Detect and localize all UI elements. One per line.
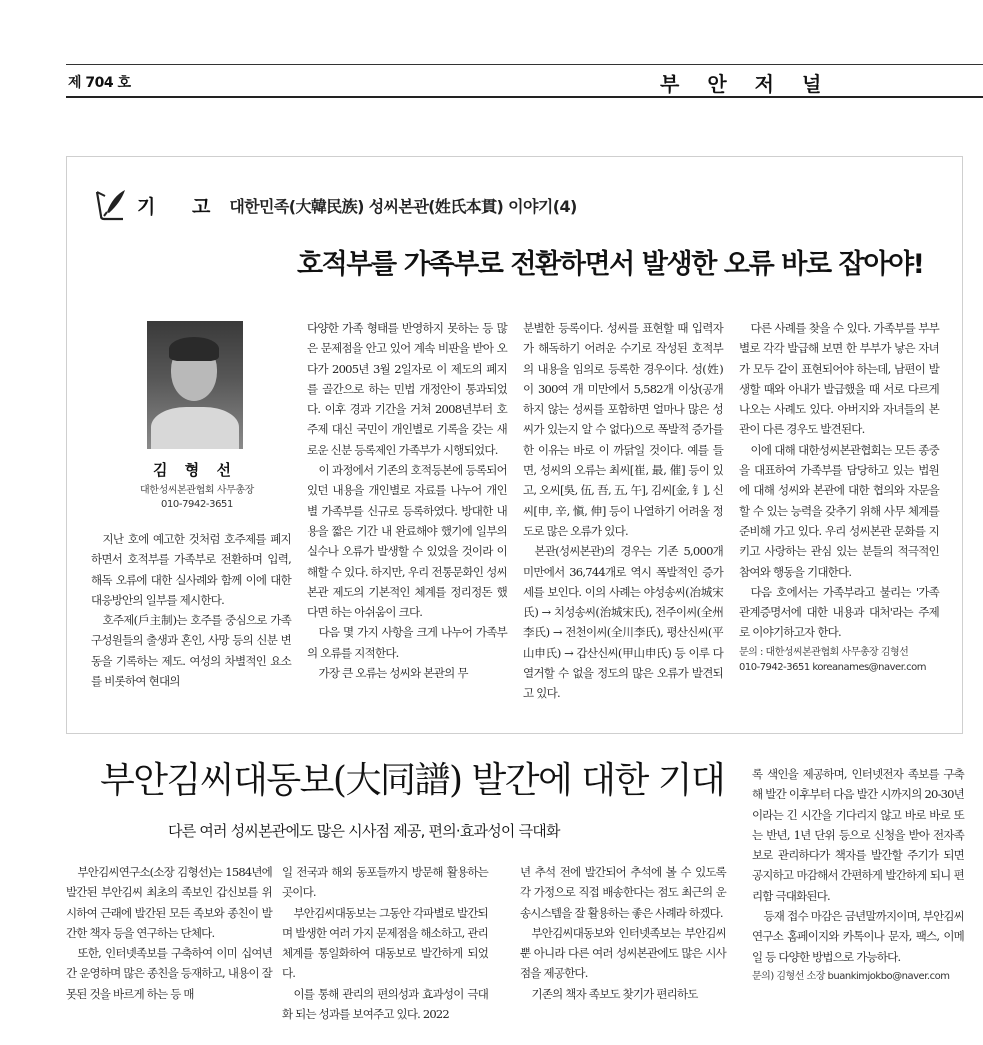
article-column-2 <box>307 318 507 683</box>
contribution-article <box>66 156 963 734</box>
paragraph: 다음 호에서는 가족부라고 불리는 '가족관계증명서에 대한 내용과 대처'라는 주제로 이야기하고자 한다. <box>739 584 939 640</box>
paragraph: 호주제(戶主制)는 호주를 중심으로 가족 구성원들의 출생과 혼인, 사망 등의 신분 변동을 기록하는 제도. 여성의 차별적인 요소를 비롯하여 현대의 <box>91 613 291 689</box>
paragraph: 년 추석 전에 발간되어 추석에 볼 수 있도록 각 가정으로 직접 배송한다는 점도 최근의 운송시스템을 잘 활용하는 좋은 사례라 하겠다. <box>520 865 726 920</box>
article2-headline: 부안김씨대동보(大同譜) 발간에 대한 기대 <box>100 760 725 801</box>
series-title: 대한민족(大韓民族) 성씨본관(姓氏本貫) 이야기(4) <box>229 196 577 216</box>
section-header <box>93 185 577 225</box>
author-phone: 010-7942-3651 <box>160 499 233 510</box>
paragraph: 이에 대해 대한성씨본관협회는 모든 종중을 대표하여 가족부를 담당하고 있는 법원에 대해 성씨와 본관에 대한 협의와 자문을 할 수 있는 능력을 갖추기 위해 사무 체계를 준비해 가고 있다. 우리 성씨본관 문화를 지키고 사랑하는 관심 있는 분들의 적극적인 참여와 행동을 기대한다. <box>739 442 939 579</box>
paragraph: 다른 사례를 찾을 수 있다. 가족부를 부부별로 각각 발급해 보면 한 부부가 낳은 자녀가 모두 같이 표현되어야 하는데, 남편이 발생할 때와 아내가 발급했을 때 서로 다르게 나오는 사례도 있다. 아버지와 자녀들의 본관이 다른 경우도 발견된다. <box>739 321 939 437</box>
paragraph: 이를 통해 관리의 편의성과 효과성이 극대화 되는 성과를 보여주고 있다. 2022 <box>282 986 488 1022</box>
paragraph: 본관(성씨본관)의 경우는 기존 5,000개 미만에서 36,744개로 역시 폭발적인 증가세를 보인다. 이의 사례는 야성송씨(冶城宋氏) → 치성송씨(治城宋氏), 전주이씨(全州李氏) → 전천이씨(全川李氏), 평산신씨(平山申氏) → 갑산신씨(甲山申氏) 등 이루 다 열거할 수 없을 정도의 많은 오류가 발견되고 있다. <box>523 544 723 701</box>
paragraph: 분별한 등록이다. 성씨를 표현할 때 입력자가 해독하기 어려운 수기로 작성된 호적부의 내용을 임의로 등록한 경우이다. 성(姓)이 300여 개 미만에서 5,582개 이상(공개하지 않는 성씨를 포함하면 얼마나 많은 성씨가 있는지 알 수 없다)으로 폭발적 증가를 한 이유는 바로 이 까닭일 것이다. 예를 들면, 성씨의 오류는 최씨[崔, 最, 催] 등이 있고, 오씨[吳, 伍, 吾, 五, 午], 김씨[金, 钅], 신씨[申, 辛, 愼, 伸] 등이 나열하기 어려울 정도로 많은 오류가 있다. <box>523 321 723 538</box>
article-headline: 호적부를 가족부로 전환하면서 발생한 오류 바로 잡아야! <box>297 249 924 280</box>
paragraph: 부안김씨연구소(소장 김형선)는 1584년에 발간된 부안김씨 최초의 족보인 갑신보를 위시하여 근래에 발간된 모든 족보와 종친이 발간한 책자 등을 연구하는 단체다. <box>66 865 272 940</box>
article2-column-3 <box>520 862 726 1004</box>
paragraph: 기존의 책자 족보도 찾기가 편리하도 <box>531 986 698 1001</box>
paragraph: 등재 접수 마감은 금년말까지이며, 부안김씨연구소 홈페이지와 카톡이나 문자, 팩스, 이메일 등 다양한 방법으로 가능하다. <box>752 909 964 964</box>
paragraph: 또한, 인터넷족보를 구축하여 이미 십여년간 운영하며 많은 종친을 등재하고, 내용이 잘못된 것을 바르게 하는 등 매 <box>66 946 272 1001</box>
article2-column-4 <box>752 764 964 984</box>
contact-line: 문의 : 대한성씨본관협회 사무총장 김형선 <box>739 646 909 658</box>
section-label: 기 고 <box>137 195 226 218</box>
contact-note: 문의) 김형선 소장 buankimjokbo@naver.com <box>752 970 950 982</box>
pen-paper-icon <box>93 186 131 224</box>
paragraph: 다양한 가족 형태를 반영하지 못하는 등 많은 문제점을 안고 있어 계속 비판을 받아 오다가 2005년 3월 2일자로 이 제도의 폐지를 골간으로 하는 민법 개정안이 통과되었다. 이후 경과 기간을 거쳐 2008년부터 호주제 대신 국민이 개인별로 기록을 갖는 새로운 신분 등록제인 가족부가 시행되었다. <box>307 321 507 457</box>
paragraph: 록 색인을 제공하며, 인터넷전자 족보를 구축해 발간 이후부터 다음 발간 시까지의 20-30년이라는 긴 시간을 기다리지 않고 바로 바로 또는 반년, 1년 단위 등으로 신청을 받아 전자족보로 관리하다가 책자를 발간할 주기가 되면 공지하고 마감해서 간편하게 발간하게 되니 편리함 극대화된다. <box>752 767 964 903</box>
contact-note <box>739 645 939 675</box>
masthead <box>66 64 983 98</box>
paragraph: 가장 큰 오류는 성씨와 본관의 무 <box>318 666 468 681</box>
paragraph: 일 전국과 해외 동포들까지 방문해 활용하는 곳이다. <box>282 865 488 900</box>
article-column-1 <box>91 529 291 691</box>
article2-subheadline: 다른 여러 성씨본관에도 많은 시사점 제공, 편의·효과성이 극대화 <box>168 822 560 840</box>
contact-line: 010-7942-3651 koreanames@naver.com <box>739 661 926 673</box>
paragraph: 이 과정에서 기존의 호적등본에 등록되어 있던 내용을 개인별로 자료를 나누어 개인별 가족부를 신규로 등록하였다. 방대한 내용을 짧은 기간 내 완료해야 했기에 일부의 실수나 오류가 발생할 수 있었을 것이라 이해할 수 있다. 하지만, 우리 전통문화인 성씨본관 제도의 기본적인 체계를 정리정돈 했다면 하는 아쉬움이 크다. <box>307 463 507 620</box>
article-column-4 <box>739 318 939 675</box>
article2-column-2 <box>282 862 488 1024</box>
paragraph: 다음 몇 가지 사항을 크게 나누어 가족부의 오류를 지적한다. <box>307 625 507 660</box>
paragraph: 지난 호에 예고한 것처럼 호주제를 폐지하면서 호적부를 가족부로 전환하며 입력, 해독 오류에 대한 실사례와 함께 이에 대한 대응방안의 일부를 제시한다. <box>91 532 291 607</box>
article2-column-1 <box>66 862 272 1004</box>
article-column-3 <box>523 318 723 704</box>
paragraph: 부안김씨대동보와 인터넷족보는 부안김씨 뿐 아니라 다른 여러 성씨본관에도 많은 시사점을 제공한다. <box>520 925 726 981</box>
author-affiliation <box>127 484 267 512</box>
issue-number: 제 704 호 <box>68 75 131 91</box>
author-title: 대한성씨본관협회 사무총장 <box>140 485 254 496</box>
author-name: 김 형 선 <box>153 461 237 479</box>
newspaper-name: 부안저널 <box>660 72 850 96</box>
author-photo <box>147 321 243 449</box>
paragraph: 부안김씨대동보는 그동안 각파별로 발간되며 발생한 여러 가지 문제점을 해소하고, 관리체계를 통일화하여 대동보로 발간하게 되었다. <box>282 905 488 981</box>
